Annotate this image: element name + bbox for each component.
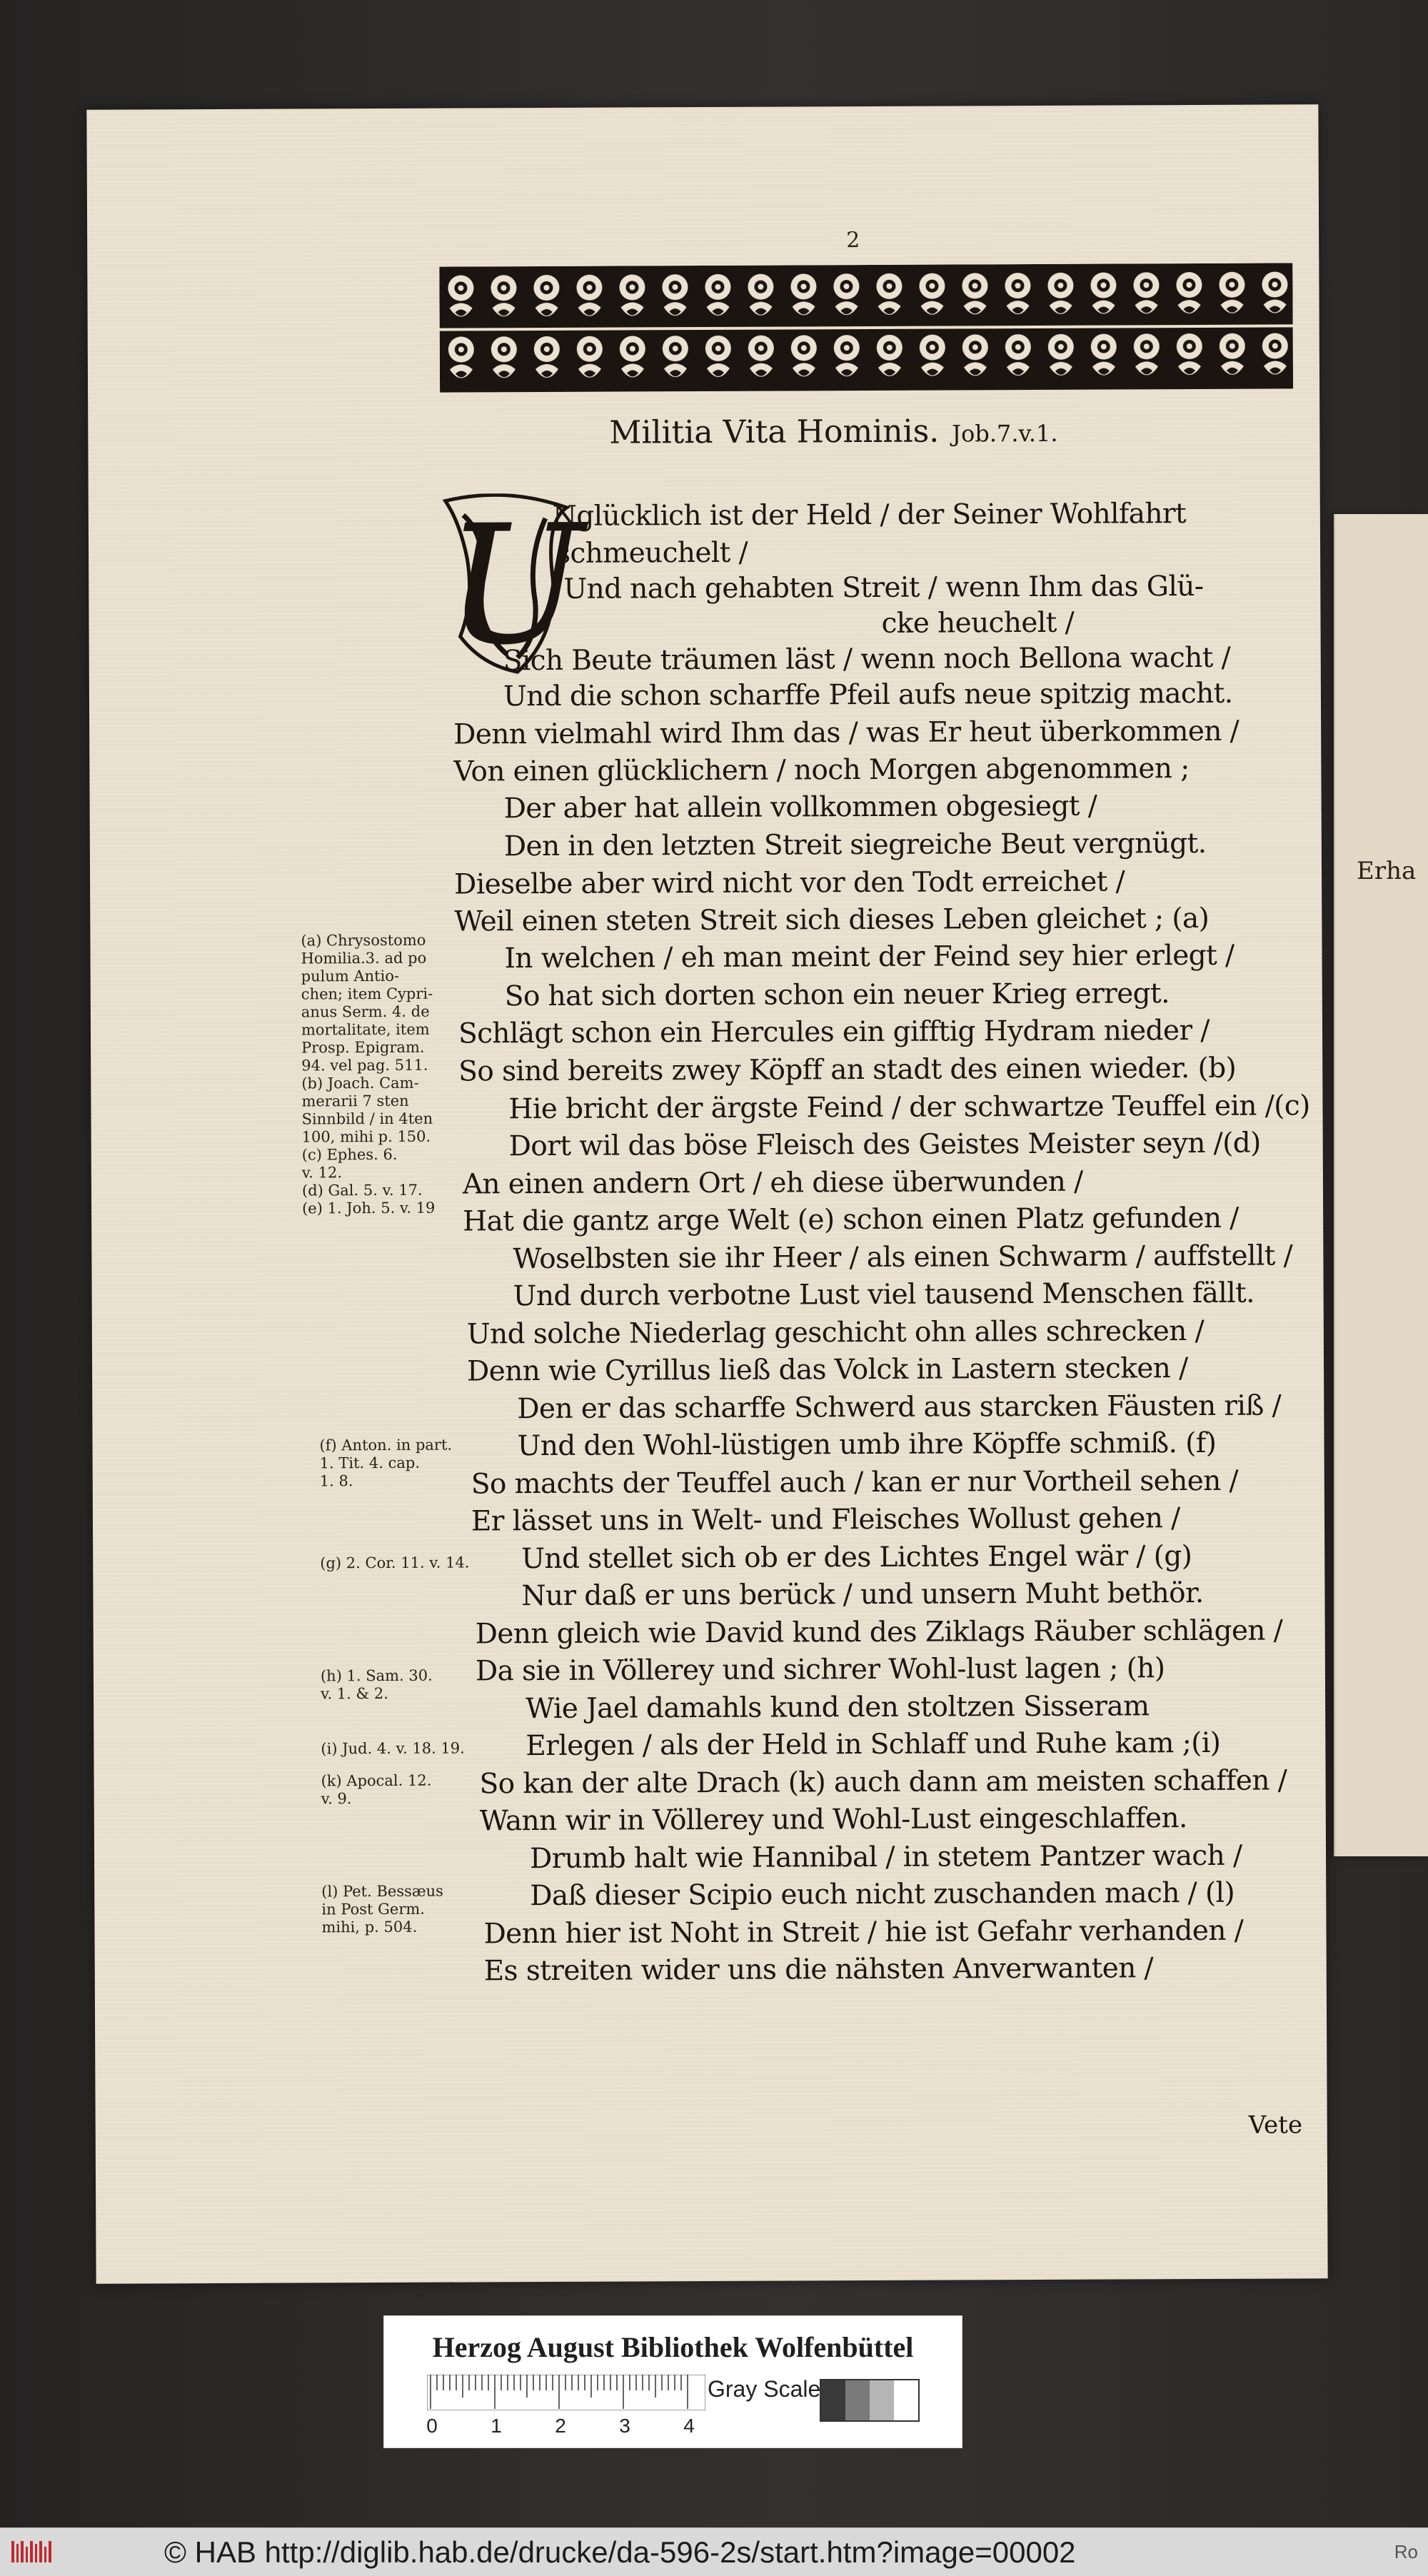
- verse-line: So sind bereits zwey Köpff an stadt des einen wieder. (b): [458, 1052, 1237, 1088]
- verse-line: Den in den letzten Streit siegreiche Beut vergnügt.: [503, 827, 1207, 863]
- library-name: Herzog August Bibliothek Wolfenbüttel: [432, 2331, 914, 2363]
- verse-line: Dieselbe aber wird nicht vor den Todt erreichet /: [454, 865, 1125, 901]
- verse-line: Und stellet sich ob er des Lichtes Engel wär / (g): [521, 1540, 1192, 1576]
- verse-line: Hie bricht der ärgste Feind / der schwartze Teuffel ein /(c): [508, 1090, 1310, 1126]
- marginal-note-a: (a) Chrysostomo Homilia.3. ad po pulum Antio- chen; item Cypri- anus Serm. 4. de mortalitate, item Prosp. Epigram. 94. vel pag. 511. (b) Joach. Cam- merarii 7 sten Sinnbild / in 4ten 100, mihi p. 150. (c) Ephes. 6. v. 12. (d) Gal. 5. v. 17. (e) 1. Joh. 5. v. 19: [301, 931, 436, 1217]
- verse-line: So hat sich dorten schon ein neuer Krieg erregt.: [504, 977, 1170, 1013]
- page-number: 2: [846, 228, 860, 253]
- verse-line: Und den Wohl-lüstigen umb ihre Köpffe schmiß. (f): [517, 1427, 1217, 1463]
- verse-line: Wann wir in Völlerey und Wohl-Lust eingeschlaffen.: [479, 1802, 1187, 1838]
- verse-line: Dort wil das böse Fleisch des Geistes Meister seyn /(d): [508, 1127, 1261, 1163]
- gray-swatch: [821, 2380, 845, 2420]
- poem-title: [609, 413, 1057, 451]
- adjacent-page-edge: [1334, 514, 1428, 1856]
- verse-line: Und nach gehabten Streit / wenn Ihm das Glü-: [563, 570, 1204, 605]
- footer-right-mark: Ro: [1394, 2541, 1418, 2562]
- verse-line: Hat die gantz arge Welt (e) schon einen Platz gefunden /: [463, 1202, 1239, 1238]
- library-color-scale-card: Herzog August Bibliothek Wolfenbüttel 0 1 2 3 4 Gray Scale: [383, 2315, 962, 2448]
- ornamental-border: [439, 263, 1293, 393]
- marginal-note-i: (i) Jud. 4. v. 18. 19.: [321, 1739, 465, 1758]
- verse-line: Es streiten wider uns die nähsten Anverwanten /: [483, 1952, 1154, 1988]
- marginal-note-l: (l) Pet. Bessæus in Post Germ. mihi, p. 504.: [321, 1882, 443, 1936]
- verse-line: schmeuchelt /: [555, 536, 748, 570]
- verse-line: Daß dieser Scipio euch nicht zuschanden mach / (l): [530, 1876, 1235, 1913]
- verse-line: Denn wie Cyrillus ließ das Volck in Lastern stecken /: [466, 1352, 1188, 1388]
- verse-line: Von einen glücklichern / noch Morgen abgenommen ;: [453, 753, 1190, 788]
- verse-line: Denn hier ist Noht in Streit / hie ist Gefahr verhanden /: [483, 1914, 1244, 1951]
- gray-scale-swatches: [820, 2379, 920, 2422]
- verse-line: Der aber hat allein vollkommen obgesiegt /: [503, 790, 1097, 825]
- gray-swatch: [845, 2380, 870, 2420]
- verse-line: Denn vielmahl wird Ihm das / was Er heut überkommen /: [453, 715, 1240, 751]
- verse-line: Woselbsten sie ihr Heer / als einen Schwarm / auffstellt /: [513, 1239, 1293, 1276]
- printed-page: [86, 104, 1327, 2283]
- verse-line: Und solche Niederlag geschicht ohn alles schrecken /: [466, 1314, 1205, 1351]
- verse-line: Und die schon scharffe Pfeil aufs neue spitzig macht.: [503, 677, 1233, 713]
- marginal-note-h: (h) 1. Sam. 30. v. 1. & 2.: [320, 1666, 433, 1703]
- verse-line: Erlegen / als der Held in Schlaff und Ruhe kam ;(i): [526, 1726, 1221, 1763]
- ruler-scale: [427, 2375, 705, 2410]
- verse-line: Da sie in Völlerey und sichrer Wohl-lust lagen ; (h): [475, 1652, 1165, 1688]
- verse-line: So machts der Teuffel auch / kan er nur Vortheil sehen /: [471, 1464, 1239, 1501]
- copyright-footer: [0, 2527, 1428, 2576]
- verse-line: cke heuchelt /: [881, 606, 1075, 640]
- hab-logo-icon: [9, 2537, 59, 2567]
- marginal-note-f: (f) Anton. in part. 1. Tit. 4. cap. 1. 8.: [319, 1436, 453, 1490]
- verse-line: Weil einen steten Streit sich dieses Leben gleichet ; (a): [454, 902, 1210, 938]
- marginal-note-k: (k) Apocal. 12. v. 9.: [321, 1771, 432, 1808]
- verse-line: Sich Beute träumen läst / wenn noch Bellona wacht /: [503, 641, 1231, 678]
- verse-line: In welchen / eh man meint der Feind sey hier erlegt /: [504, 939, 1235, 975]
- gray-swatch: [870, 2380, 894, 2420]
- verse-line: Nur daß er uns berück / und unsern Muht bethör.: [521, 1576, 1204, 1613]
- title-reference: Job.7.v.1.: [952, 419, 1058, 448]
- verse-line: Schlägt schon ein Hercules ein gifftig Hydram nieder /: [458, 1014, 1210, 1050]
- title-text: Militia Vita Hominis.: [609, 413, 940, 451]
- verse-line: Wie Jael damahls kund den stoltzen Sisseram: [526, 1690, 1150, 1726]
- catchword: Vete: [1248, 2110, 1303, 2140]
- gray-scale-label: Gray Scale: [708, 2376, 821, 2402]
- verse-line: Drumb halt wie Hannibal / in stetem Pantzer wach /: [529, 1839, 1242, 1876]
- verse-line: Und durch verbotne Lust viel tausend Menschen fällt.: [513, 1277, 1254, 1313]
- verse-line: Den er das scharffe Schwerd aus starcken Fäusten riß /: [517, 1389, 1282, 1426]
- verse-line: So kan der alte Drach (k) auch dann am meisten schaffen /: [479, 1764, 1287, 1801]
- marginal-note-g: (g) 2. Cor. 11. v. 14.: [320, 1554, 470, 1572]
- verse-line: Nglücklich ist der Held / der Seiner Wohlfahrt: [552, 498, 1187, 533]
- verse-line: Denn gleich wie David kund des Ziklags Räuber schlägen /: [475, 1614, 1283, 1651]
- verse-line: An einen andern Ort / eh diese überwunden /: [462, 1165, 1083, 1201]
- verse-line: Er lässet uns in Welt- und Fleisches Wollust gehen /: [471, 1502, 1180, 1538]
- drop-cap-initial: U: [445, 490, 585, 682]
- adjacent-page-fragment: Erha: [1357, 857, 1417, 885]
- citation-url: © HAB http://diglib.hab.de/drucke/da-596-2s/start.htm?image=00002: [164, 2535, 1076, 2569]
- gray-swatch: [894, 2380, 918, 2420]
